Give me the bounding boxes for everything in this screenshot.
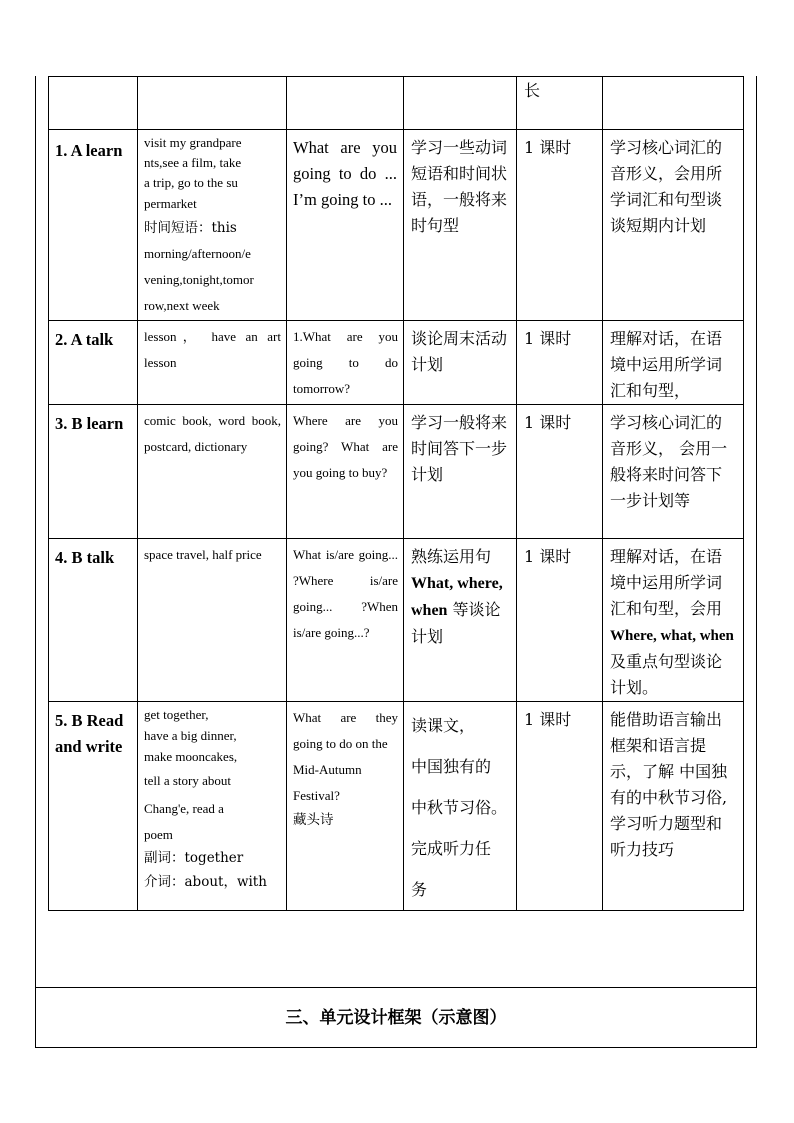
table-row: [49, 702, 744, 911]
lesson-cell: [49, 405, 138, 539]
objective-cell: [603, 702, 744, 911]
objective-text: 理解对话，在语境中运用所学词汇和句型，: [610, 329, 723, 400]
goal-text: 熟练运用句 What, where, when 等谈论计划: [411, 547, 503, 646]
sentence-cell: [287, 539, 404, 702]
hours-text: 1 课时: [524, 138, 572, 157]
section-heading: 三、单元设计框架（示意图）: [285, 1008, 507, 1028]
table-row: [49, 321, 744, 405]
lesson-name: 2. A talk: [55, 330, 114, 349]
cell-empty: [404, 77, 517, 130]
goal-text: 学习一些动词短语和时间状语，一般将来时句型: [411, 138, 508, 235]
cell-empty: [138, 77, 287, 130]
goal-cell: [404, 321, 517, 405]
section-divider: [35, 987, 757, 988]
vocab-text: space travel, half price: [144, 547, 262, 562]
lesson-plan-table: [48, 76, 744, 911]
lesson-name: 5. B Read and write: [55, 711, 124, 756]
objective-text: 能借助语言输出框架和语言提示，了解 中国独有的中秋节习俗,学习听力题型和听力技巧: [610, 710, 728, 859]
goal-cell: [404, 130, 517, 321]
hours-text: 1 课时: [524, 710, 572, 729]
lesson-cell: [49, 702, 138, 911]
objective-text: 理解对话，在语境中运用所学词汇和句型，会用 Where, what, when 及重点句型谈论计划。: [610, 547, 734, 697]
vocab-text: comic book, word book, postcard, dictionary: [144, 413, 281, 454]
table-row: [49, 405, 744, 539]
lesson-cell: [49, 321, 138, 405]
hours-text: 1 课时: [524, 329, 572, 348]
sentence-text: What are they going to do on the Mid-Autumn Festival? 藏头诗: [293, 710, 398, 828]
cell-empty: [49, 77, 138, 130]
hours-cell: [517, 321, 603, 405]
hours-cell: [517, 405, 603, 539]
objective-cell: [603, 321, 744, 405]
cell-empty: [287, 77, 404, 130]
vocab-cell: [138, 702, 287, 911]
hours-text: 1 课时: [524, 413, 572, 432]
table-row-top: [49, 77, 744, 130]
vocab-text: get together, have a big dinner, make mooncakes, tell a story about Chang'e, read a poem 副词：together 介词：about，with: [144, 707, 267, 890]
lesson-cell: [49, 130, 138, 321]
objective-cell: [603, 130, 744, 321]
objective-keywords: Where, what, when: [610, 628, 734, 644]
lesson-name: 4. B talk: [55, 548, 115, 567]
sentence-cell: [287, 130, 404, 321]
sentence-text: Where are you going? What are you going to buy?: [293, 413, 398, 480]
table-row: [49, 130, 744, 321]
goal-text: 学习一般将来时间答下一步计划: [411, 413, 508, 484]
hours-cell: [517, 130, 603, 321]
sentence-cell: [287, 321, 404, 405]
objective-cell: [603, 539, 744, 702]
goal-cell: [404, 539, 517, 702]
objective-text: 学习核心词汇的音形义，会用所学词汇和句型谈谈短期内计划: [610, 138, 723, 235]
goal-text: 读课文， 中国独有的 中秋节习俗。 完成听力任 务: [411, 716, 508, 899]
lesson-name: 3. B learn: [55, 414, 124, 433]
goal-keywords: What, where, when: [411, 575, 503, 619]
hours-text: 1 课时: [524, 547, 572, 566]
vocab-cell: [138, 130, 287, 321]
sentence-cell: [287, 405, 404, 539]
objective-text: 学习核心词汇的音形义， 会用一般将来时问答下一步计划等: [610, 413, 728, 510]
goal-cell: [404, 405, 517, 539]
continued-text: 长: [524, 81, 541, 100]
hours-cell: [517, 702, 603, 911]
vocab-cell: [138, 321, 287, 405]
sentence-cell: [287, 702, 404, 911]
sentence-text: 1.What are you going to do tomorrow?: [293, 329, 398, 396]
sentence-text: What is/are going... ?Where is/are going... ?When is/are going...?: [293, 547, 398, 640]
vocab-text: visit my grandpare nts,see a film, take a trip, go to the su permarket 时间短语：this morning/afternoon/e vening,tonight,tomor row,next week: [144, 135, 254, 313]
vocab-cell: [138, 539, 287, 702]
hours-cell: [517, 539, 603, 702]
lesson-cell: [49, 539, 138, 702]
goal-text: 谈论周末活动计划: [411, 329, 508, 374]
goal-cell: [404, 702, 517, 911]
cell-empty: [603, 77, 744, 130]
cell-top-continued: [517, 77, 603, 130]
lesson-name: 1. A learn: [55, 141, 123, 160]
vocab-cell: [138, 405, 287, 539]
sentence-text: What are you going to do ... I’m going to ...: [293, 138, 397, 209]
table-row: [49, 539, 744, 702]
vocab-text: lesson， have an art lesson: [144, 329, 281, 370]
objective-cell: [603, 405, 744, 539]
